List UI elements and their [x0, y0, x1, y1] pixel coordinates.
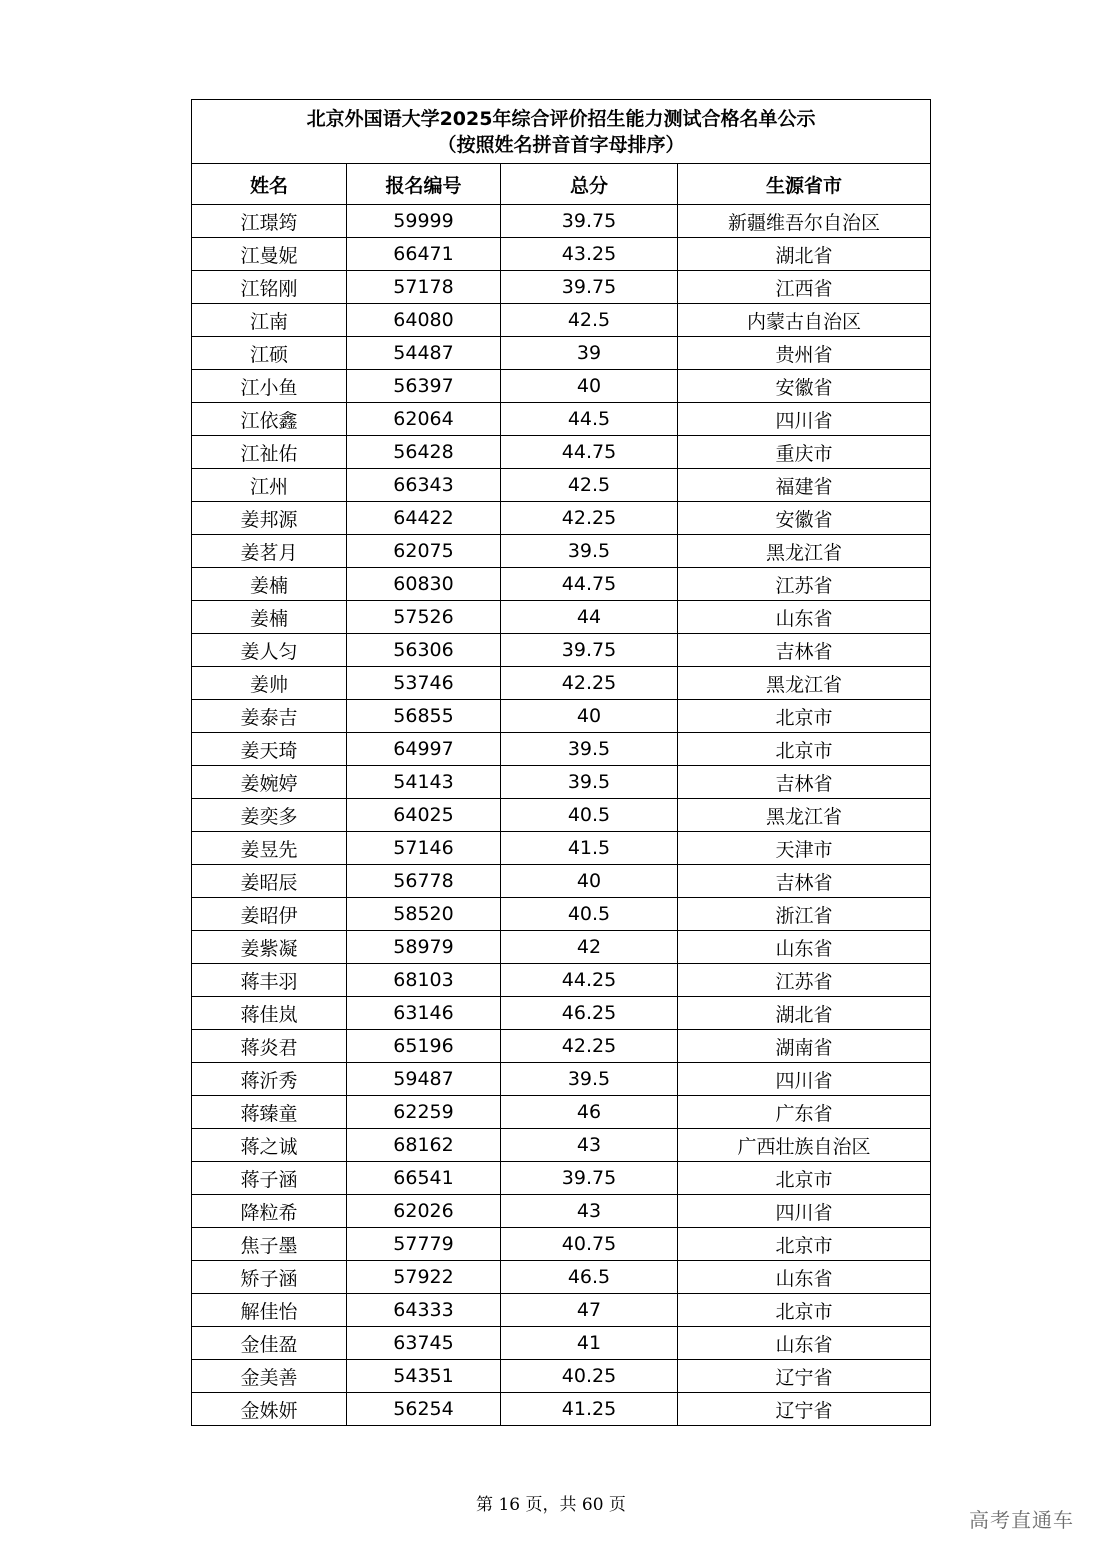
- cell-registration-number: 66541: [347, 1162, 501, 1195]
- cell-registration-number: 59999: [347, 205, 501, 238]
- table-row: [192, 1228, 931, 1261]
- table-row: [192, 766, 931, 799]
- cell-name: 焦子墨: [192, 1228, 347, 1261]
- document-title: [192, 100, 931, 164]
- cell-registration-number: 57779: [347, 1228, 501, 1261]
- watermark: 高考直通车: [969, 1508, 1074, 1532]
- cell-registration-number: 57526: [347, 601, 501, 634]
- cell-registration-number: 65196: [347, 1030, 501, 1063]
- cell-province: 广东省: [678, 1096, 931, 1129]
- cell-province: 内蒙古自治区: [678, 304, 931, 337]
- cell-total-score: 39.75: [501, 634, 678, 667]
- table-row: [192, 1261, 931, 1294]
- cell-registration-number: 56397: [347, 370, 501, 403]
- cell-province: 吉林省: [678, 766, 931, 799]
- table-row: [192, 997, 931, 1030]
- cell-province: 黑龙江省: [678, 667, 931, 700]
- cell-total-score: 40: [501, 865, 678, 898]
- cell-name: 蒋之诚: [192, 1129, 347, 1162]
- cell-registration-number: 66343: [347, 469, 501, 502]
- cell-name: 姜天琦: [192, 733, 347, 766]
- cell-registration-number: 63745: [347, 1327, 501, 1360]
- cell-total-score: 39.75: [501, 205, 678, 238]
- cell-total-score: 40: [501, 370, 678, 403]
- cell-name: 降粒希: [192, 1195, 347, 1228]
- cell-name: 姜人匀: [192, 634, 347, 667]
- cell-name: 金佳盈: [192, 1327, 347, 1360]
- table-row: [192, 1096, 931, 1129]
- cell-province: 北京市: [678, 1294, 931, 1327]
- header-row: [192, 164, 931, 205]
- table-row: [192, 733, 931, 766]
- cell-province: 辽宁省: [678, 1360, 931, 1393]
- title-line-1: 北京外国语大学2025年综合评价招生能力测试合格名单公示: [306, 107, 816, 130]
- cell-total-score: 40.5: [501, 799, 678, 832]
- table-row: [192, 865, 931, 898]
- column-header-total-score: 总分: [501, 164, 678, 205]
- cell-total-score: 40.5: [501, 898, 678, 931]
- cell-total-score: 41: [501, 1327, 678, 1360]
- cell-name: 江璟筠: [192, 205, 347, 238]
- cell-total-score: 42.5: [501, 469, 678, 502]
- cell-name: 江小鱼: [192, 370, 347, 403]
- cell-total-score: 39.5: [501, 733, 678, 766]
- cell-total-score: 47: [501, 1294, 678, 1327]
- cell-name: 姜昭辰: [192, 865, 347, 898]
- cell-registration-number: 62259: [347, 1096, 501, 1129]
- cell-name: 江铭刚: [192, 271, 347, 304]
- cell-province: 贵州省: [678, 337, 931, 370]
- table-row: [192, 502, 931, 535]
- cell-province: 浙江省: [678, 898, 931, 931]
- cell-province: 山东省: [678, 601, 931, 634]
- cell-total-score: 41.5: [501, 832, 678, 865]
- cell-total-score: 39.75: [501, 1162, 678, 1195]
- table-row: [192, 601, 931, 634]
- table-row: [192, 1195, 931, 1228]
- cell-total-score: 39: [501, 337, 678, 370]
- cell-province: 安徽省: [678, 502, 931, 535]
- cell-name: 江曼妮: [192, 238, 347, 271]
- cell-total-score: 44.75: [501, 568, 678, 601]
- cell-name: 姜楠: [192, 568, 347, 601]
- cell-name: 蒋臻童: [192, 1096, 347, 1129]
- cell-name: 姜紫凝: [192, 931, 347, 964]
- cell-name: 蒋佳岚: [192, 997, 347, 1030]
- table-row: [192, 1360, 931, 1393]
- cell-registration-number: 64997: [347, 733, 501, 766]
- cell-name: 姜泰吉: [192, 700, 347, 733]
- cell-name: 姜帅: [192, 667, 347, 700]
- cell-registration-number: 53746: [347, 667, 501, 700]
- title-row: [192, 100, 931, 164]
- cell-registration-number: 56778: [347, 865, 501, 898]
- cell-registration-number: 62064: [347, 403, 501, 436]
- cell-registration-number: 60830: [347, 568, 501, 601]
- table-row: [192, 436, 931, 469]
- table-row: [192, 898, 931, 931]
- cell-province: 北京市: [678, 700, 931, 733]
- cell-registration-number: 68103: [347, 964, 501, 997]
- cell-total-score: 44.25: [501, 964, 678, 997]
- cell-registration-number: 54487: [347, 337, 501, 370]
- column-header-province: 生源省市: [678, 164, 931, 205]
- cell-name: 姜昱先: [192, 832, 347, 865]
- table-row: [192, 1294, 931, 1327]
- cell-total-score: 46.5: [501, 1261, 678, 1294]
- admission-list-table: [191, 99, 931, 1426]
- cell-name: 解佳怡: [192, 1294, 347, 1327]
- cell-total-score: 44.75: [501, 436, 678, 469]
- table-row: [192, 1129, 931, 1162]
- table-row: [192, 205, 931, 238]
- cell-registration-number: 56306: [347, 634, 501, 667]
- cell-province: 山东省: [678, 931, 931, 964]
- cell-registration-number: 56428: [347, 436, 501, 469]
- cell-name: 姜昭伊: [192, 898, 347, 931]
- cell-province: 山东省: [678, 1261, 931, 1294]
- cell-name: 江祉佑: [192, 436, 347, 469]
- table-row: [192, 304, 931, 337]
- cell-registration-number: 56254: [347, 1393, 501, 1426]
- cell-name: 江州: [192, 469, 347, 502]
- cell-province: 湖北省: [678, 997, 931, 1030]
- cell-registration-number: 57178: [347, 271, 501, 304]
- cell-province: 湖北省: [678, 238, 931, 271]
- cell-total-score: 42.25: [501, 667, 678, 700]
- cell-province: 天津市: [678, 832, 931, 865]
- table-row: [192, 700, 931, 733]
- cell-province: 黑龙江省: [678, 535, 931, 568]
- cell-total-score: 39.5: [501, 766, 678, 799]
- cell-total-score: 46: [501, 1096, 678, 1129]
- table-row: [192, 1162, 931, 1195]
- cell-registration-number: 54351: [347, 1360, 501, 1393]
- cell-registration-number: 66471: [347, 238, 501, 271]
- cell-registration-number: 64333: [347, 1294, 501, 1327]
- cell-registration-number: 62026: [347, 1195, 501, 1228]
- cell-registration-number: 58520: [347, 898, 501, 931]
- cell-total-score: 39.75: [501, 271, 678, 304]
- cell-name: 蒋丰羽: [192, 964, 347, 997]
- page-footer: 第 16 页，共 60 页: [476, 1495, 626, 1515]
- cell-province: 湖南省: [678, 1030, 931, 1063]
- table-row: [192, 403, 931, 436]
- cell-name: 江硕: [192, 337, 347, 370]
- table-row: [192, 337, 931, 370]
- column-header-registration-number: 报名编号: [347, 164, 501, 205]
- cell-total-score: 39.5: [501, 1063, 678, 1096]
- table-row: [192, 370, 931, 403]
- cell-name: 姜茗月: [192, 535, 347, 568]
- cell-name: 蒋子涵: [192, 1162, 347, 1195]
- cell-province: 黑龙江省: [678, 799, 931, 832]
- table-row: [192, 271, 931, 304]
- cell-province: 北京市: [678, 733, 931, 766]
- cell-registration-number: 59487: [347, 1063, 501, 1096]
- cell-total-score: 42.5: [501, 304, 678, 337]
- table-row: [192, 1393, 931, 1426]
- cell-province: 江西省: [678, 271, 931, 304]
- cell-province: 广西壮族自治区: [678, 1129, 931, 1162]
- cell-total-score: 42.25: [501, 502, 678, 535]
- cell-province: 辽宁省: [678, 1393, 931, 1426]
- cell-province: 福建省: [678, 469, 931, 502]
- cell-name: 金姝妍: [192, 1393, 347, 1426]
- cell-total-score: 40.25: [501, 1360, 678, 1393]
- cell-province: 重庆市: [678, 436, 931, 469]
- table-row: [192, 469, 931, 502]
- cell-name: 蒋沂秀: [192, 1063, 347, 1096]
- table-row: [192, 634, 931, 667]
- cell-province: 四川省: [678, 1063, 931, 1096]
- cell-total-score: 42: [501, 931, 678, 964]
- column-header-name: 姓名: [192, 164, 347, 205]
- table-row: [192, 1063, 931, 1096]
- cell-name: 姜邦源: [192, 502, 347, 535]
- cell-total-score: 40: [501, 700, 678, 733]
- table-row: [192, 964, 931, 997]
- cell-total-score: 43: [501, 1195, 678, 1228]
- table-row: [192, 1030, 931, 1063]
- cell-total-score: 43: [501, 1129, 678, 1162]
- cell-province: 吉林省: [678, 634, 931, 667]
- cell-registration-number: 62075: [347, 535, 501, 568]
- cell-total-score: 46.25: [501, 997, 678, 1030]
- cell-name: 矫子涵: [192, 1261, 347, 1294]
- cell-registration-number: 57146: [347, 832, 501, 865]
- cell-registration-number: 64422: [347, 502, 501, 535]
- cell-total-score: 39.5: [501, 535, 678, 568]
- cell-province: 江苏省: [678, 964, 931, 997]
- cell-registration-number: 56855: [347, 700, 501, 733]
- table-row: [192, 535, 931, 568]
- table-row: [192, 799, 931, 832]
- table-row: [192, 238, 931, 271]
- title-line-2: （按照姓名拼音首字母排序）: [437, 133, 685, 156]
- cell-name: 姜奕多: [192, 799, 347, 832]
- cell-name: 江南: [192, 304, 347, 337]
- cell-province: 吉林省: [678, 865, 931, 898]
- cell-province: 北京市: [678, 1162, 931, 1195]
- cell-total-score: 41.25: [501, 1393, 678, 1426]
- table-row: [192, 1327, 931, 1360]
- cell-province: 山东省: [678, 1327, 931, 1360]
- cell-registration-number: 63146: [347, 997, 501, 1030]
- cell-registration-number: 54143: [347, 766, 501, 799]
- cell-total-score: 44: [501, 601, 678, 634]
- table-row: [192, 931, 931, 964]
- cell-province: 北京市: [678, 1228, 931, 1261]
- cell-name: 江依鑫: [192, 403, 347, 436]
- cell-total-score: 42.25: [501, 1030, 678, 1063]
- cell-registration-number: 57922: [347, 1261, 501, 1294]
- table-row: [192, 832, 931, 865]
- table-row: [192, 667, 931, 700]
- cell-province: 四川省: [678, 403, 931, 436]
- cell-registration-number: 64025: [347, 799, 501, 832]
- cell-name: 金美善: [192, 1360, 347, 1393]
- cell-registration-number: 58979: [347, 931, 501, 964]
- cell-name: 姜楠: [192, 601, 347, 634]
- table-row: [192, 568, 931, 601]
- cell-province: 江苏省: [678, 568, 931, 601]
- cell-province: 安徽省: [678, 370, 931, 403]
- cell-total-score: 43.25: [501, 238, 678, 271]
- cell-province: 新疆维吾尔自治区: [678, 205, 931, 238]
- cell-name: 姜婉婷: [192, 766, 347, 799]
- cell-registration-number: 68162: [347, 1129, 501, 1162]
- cell-total-score: 40.75: [501, 1228, 678, 1261]
- cell-province: 四川省: [678, 1195, 931, 1228]
- cell-registration-number: 64080: [347, 304, 501, 337]
- cell-total-score: 44.5: [501, 403, 678, 436]
- cell-name: 蒋炎君: [192, 1030, 347, 1063]
